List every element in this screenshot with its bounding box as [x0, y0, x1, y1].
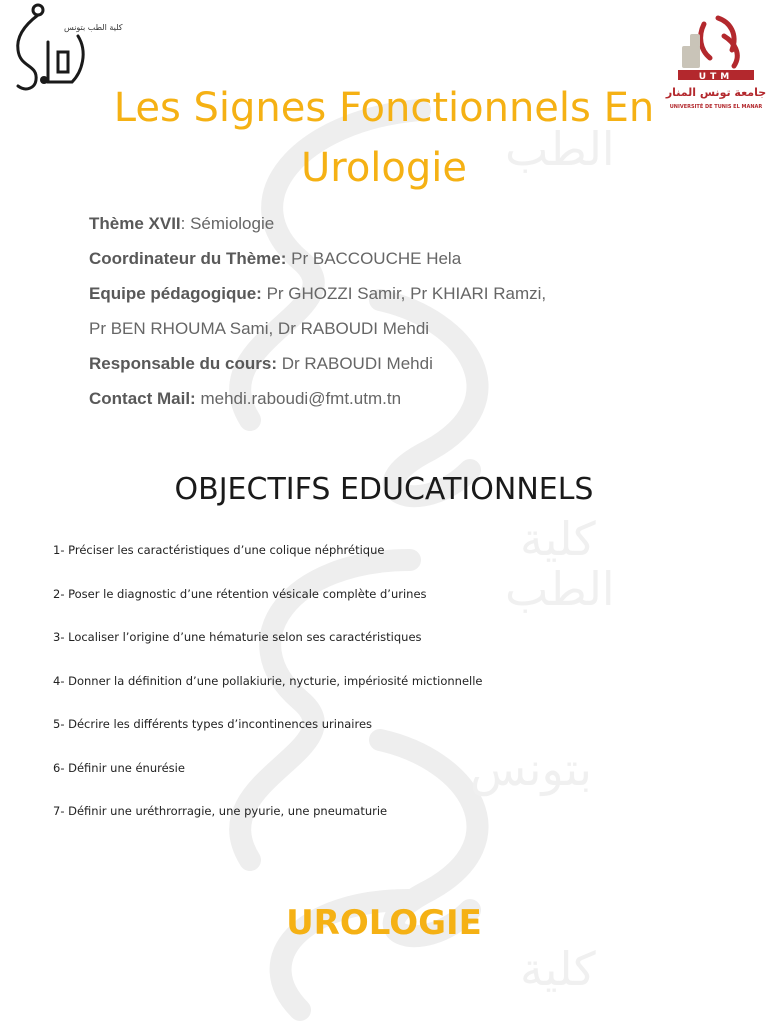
objectives-heading: OBJECTIFS EDUCATIONNELS — [174, 472, 594, 507]
responsible-label: Responsable du cours: — [89, 354, 277, 373]
objective-item: 2- Poser le diagnostic d’une rétention vésicale complète d’urines — [53, 586, 427, 601]
objectives-list — [53, 538, 733, 843]
theme-value: : Sémiologie — [180, 214, 275, 233]
svg-text:الطب: الطب — [505, 122, 615, 176]
objective-item: 4- Donner la définition d’une pollakiurie, nycturie, impériosité mictionnelle — [53, 673, 483, 688]
faculty-logo-arabic: كلية الطب بتونس — [64, 23, 123, 32]
contact-label: Contact Mail: — [89, 389, 196, 408]
team-row — [89, 276, 729, 311]
coordinator-value: Pr BACCOUCHE Hela — [286, 249, 462, 268]
contact-row — [89, 381, 729, 416]
svg-text:كلية: كلية — [520, 512, 596, 566]
team-value-line1: Pr GHOZZI Samir, Pr KHIARI Ramzi, — [261, 284, 547, 303]
svg-text:الطب: الطب — [505, 562, 615, 616]
theme-row — [89, 206, 729, 241]
utm-logo-arabic: جامعة تونس المنار — [665, 86, 767, 99]
objective-item: 5- Décrire les différents types d’incontinences urinaires — [53, 717, 373, 731]
page-title-line2: Urologie — [300, 145, 467, 191]
utm-logo-latin: UNIVERSITÉ DE TUNIS EL MANAR — [669, 104, 763, 110]
objective-item: 7- Définir une uréthrorragie, une pyurie, une pneumaturie — [53, 804, 388, 818]
page-title — [60, 78, 708, 198]
page-title-line1: Les Signes Fonctionnels En — [113, 85, 655, 131]
svg-text:كلية: كلية — [520, 942, 596, 996]
theme-label: Thème XVII — [89, 214, 181, 233]
objective-item: 1- Préciser les caractéristiques d’une colique néphrétique — [53, 543, 385, 557]
objective-item: 3- Localiser l’origine d’une hématurie selon ses caractéristiques — [53, 630, 422, 644]
responsible-row — [89, 346, 729, 381]
utm-logo-letters: UTM — [698, 72, 734, 82]
responsible-value: Dr RABOUDI Mehdi — [276, 354, 433, 373]
team-value-line2: Pr BEN RHOUMA Sami, Dr RABOUDI Mehdi — [89, 319, 430, 338]
team-row-continued — [89, 311, 729, 346]
course-info — [89, 206, 729, 416]
coordinator-label: Coordinateur du Thème: — [89, 249, 287, 268]
coordinator-row — [89, 241, 729, 276]
objective-item: 6- Définir une énurésie — [53, 760, 185, 775]
section-heading-urologie: UROLOGIE — [286, 903, 482, 943]
team-label: Equipe pédagogique: — [89, 284, 262, 303]
contact-email[interactable]: mehdi.raboudi@fmt.utm.tn — [195, 389, 402, 408]
svg-text:بتونس: بتونس — [470, 742, 592, 796]
